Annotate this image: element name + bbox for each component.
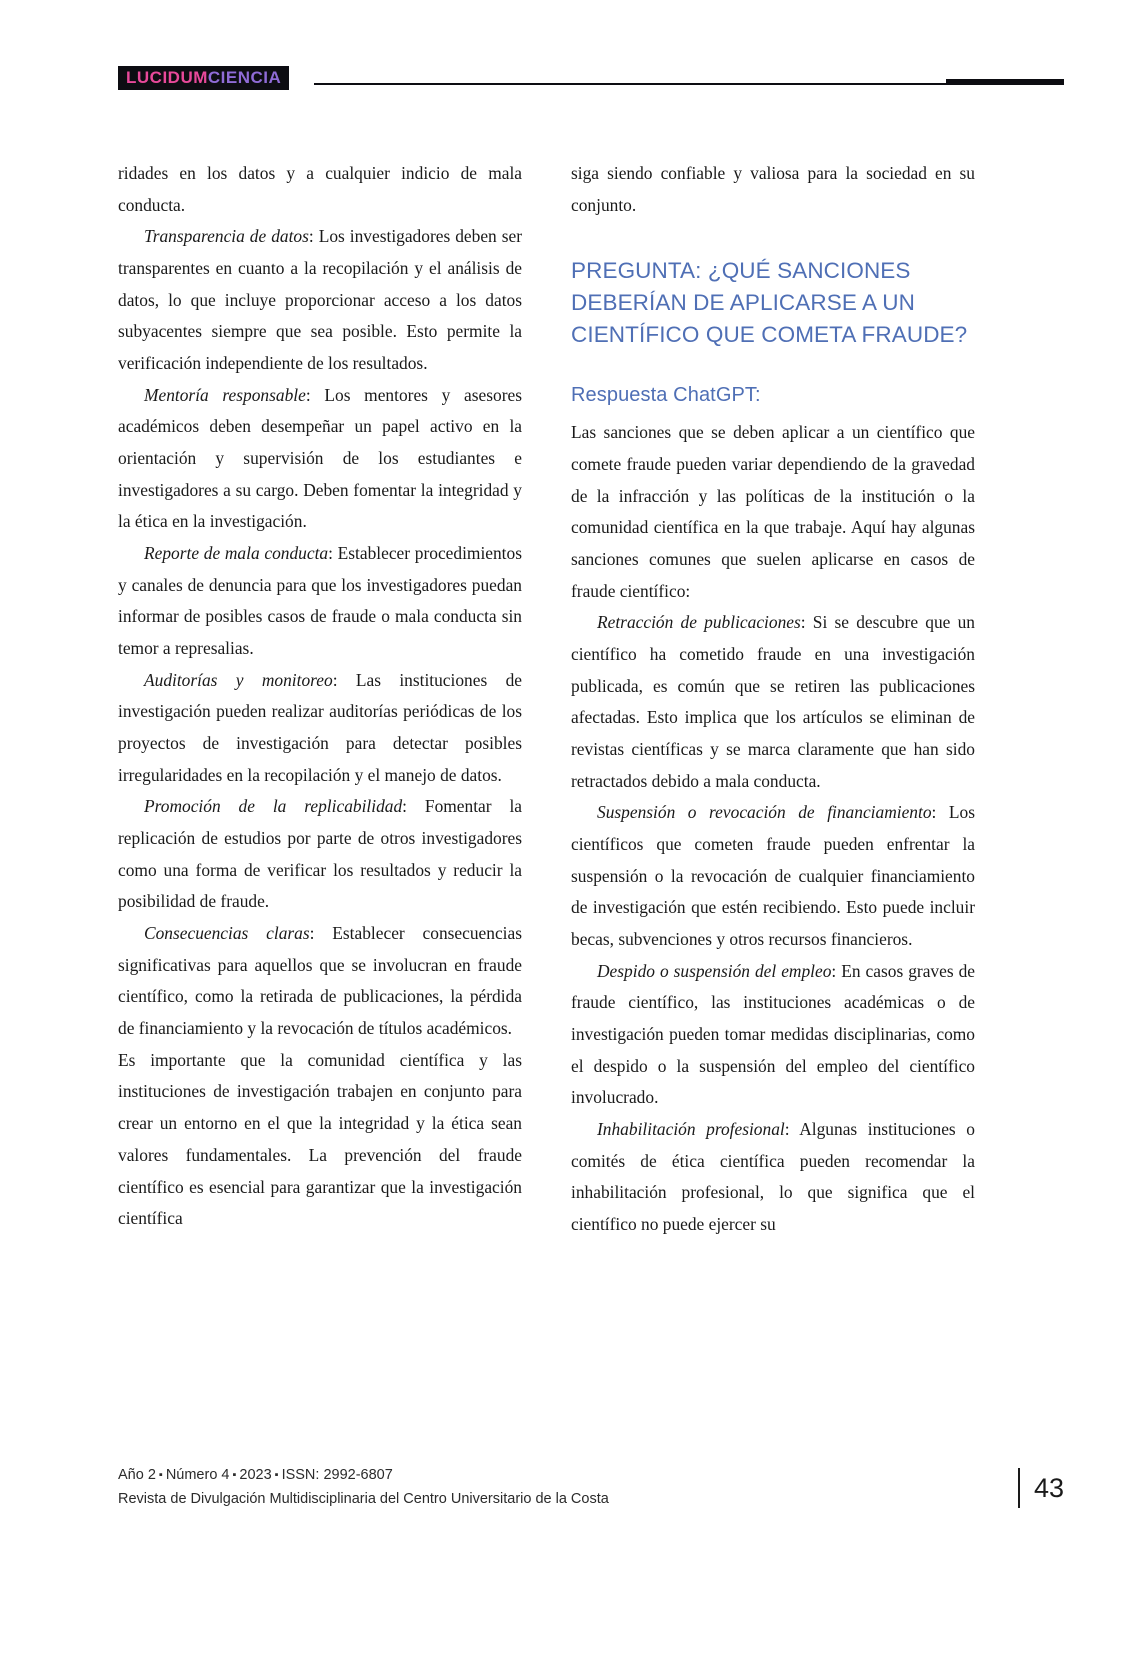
- paragraph-mentoria: [118, 380, 522, 538]
- term-suspension-revocacion-financiamiento: Suspensión o revocación de financiamiento: [597, 802, 932, 823]
- paragraph-inhabilitacion: [571, 1114, 975, 1241]
- masthead-ciencia: CIENCIA: [207, 68, 282, 87]
- paragraph-auditorias-text: : Las instituciones de investigación pueden realizar auditorías periódicas de los proyectos de investigación para detectar posibles irregularidades en la recopilación y el manejo de datos.: [118, 669, 522, 785]
- paragraph-continuation-right: siga siendo confiable y valiosa para la sociedad en su conjunto.: [571, 163, 975, 215]
- left-column: [118, 158, 522, 1235]
- term-transparencia-de-datos: Transparencia de datos: [144, 226, 309, 247]
- answer-heading: Respuesta ChatGPT:: [571, 384, 761, 407]
- paragraph-consecuencias-text: : Establecer consecuencias significativas para aquellos que se involucran en fraude científico, como la retirada de publicaciones, la pérdida de financiamiento y la revocación de títulos académicos.: [118, 923, 522, 1039]
- paragraph-transparencia: [118, 221, 522, 379]
- paragraph-replicabilidad-text: : Fomentar la replicación de estudios por parte de otros investigadores como una forma de verificar los resultados y reducir la posibilidad de fraude.: [118, 796, 522, 912]
- term-auditorias-monitoreo: Auditorías y monitoreo: [144, 669, 333, 690]
- paragraph-despido: [571, 956, 975, 1114]
- footer-issue: Número 4: [165, 1467, 230, 1483]
- paragraph-auditorias: [118, 665, 522, 792]
- footer-line-2: Revista de Divulgación Multidisciplinaria del Centro Universitario de la Costa: [118, 1490, 609, 1507]
- term-mentoria-responsable: Mentoría responsable: [144, 384, 306, 405]
- masthead-logo: [118, 66, 289, 90]
- page-header: [118, 66, 1064, 92]
- paragraph-consecuencias: [118, 918, 522, 1045]
- term-reporte-mala-conducta: Reporte de mala conducta: [144, 543, 329, 564]
- header-rule-thick: [946, 79, 1064, 84]
- paragraph-transparencia-text: : Los investigadores deben ser transparentes en cuanto a la recopilación y el análisis de datos, lo que incluye proporcionar acceso a los datos subyacentes siempre que sea posible. Esto permite la verificación independiente de los resultados.: [118, 226, 522, 374]
- term-promocion-replicabilidad: Promoción de la replicabilidad: [144, 796, 403, 817]
- footer-text: [118, 1464, 609, 1512]
- paragraph-reporte-text: : Establecer procedimientos y canales de denuncia para que los investigadores puedan informar de posibles casos de fraude o mala conducta sin temor a represalias.: [118, 543, 522, 659]
- paragraph-inhabilitacion-text: : Algunas instituciones o comités de ética científica pueden recomendar la inhabilitación profesional, lo que significa que el científico no puede ejercer su: [571, 1118, 975, 1234]
- page-number-divider: [1018, 1468, 1020, 1508]
- bullet-square-icon-3: ▪: [274, 1469, 279, 1482]
- page-number: 43: [1033, 1472, 1064, 1503]
- paragraph-retraccion-text: : Si se descubre que un científico ha cometido fraude en una investigación publicada, es común que se retiren las publicaciones afectadas. Esto implica que los artículos se eliminan de revistas científicas y se marca claramente que han sido retractados debido a mala conducta.: [571, 612, 975, 791]
- paragraph-mentoria-text: : Los mentores y asesores académicos deben desempeñar un papel activo en la orientación y supervisión de los estudiantes e investigadores a su cargo. Deben fomentar la integridad y la ética en la investigación.: [118, 384, 522, 532]
- right-column: [571, 158, 975, 1241]
- footer-line-1: [118, 1464, 609, 1488]
- term-consecuencias-claras: Consecuencias claras: [144, 923, 310, 944]
- question-heading: PREGUNTA: ¿QUÉ SANCIONES DEBERÍAN DE APLICARSE A UN CIENTÍFICO QUE COMETA FRAUDE?: [571, 258, 968, 348]
- paragraph-answer-intro: Las sanciones que se deben aplicar a un científico que comete fraude pueden variar dependiendo de la gravedad de la infracción y las políticas de la institución o la comunidad científica en la que trabaje. Aquí hay algunas sanciones comunes que suelen aplicarse en casos de fraude científico:: [571, 422, 975, 601]
- paragraph-suspension-financiamiento: [571, 797, 975, 955]
- paragraph-cierre: Es importante que la comunidad científica y las instituciones de investigación trabajen en conjunto para crear un entorno en el que la integridad y la ética sean valores fundamentales. La prevención del fraude científico es esencial para garantizar que la investigación científica: [118, 1049, 522, 1229]
- paragraph-replicabilidad: [118, 791, 522, 918]
- paragraph-continuation: ridades en los datos y a cualquier indicio de mala conducta.: [118, 163, 522, 215]
- term-inhabilitacion-profesional: Inhabilitación profesional: [597, 1118, 785, 1139]
- term-despido-suspension-empleo: Despido o suspensión del empleo: [597, 960, 832, 981]
- masthead-lucidum: LUCIDUM: [126, 68, 208, 87]
- footer-date: 2023: [239, 1467, 272, 1483]
- bullet-square-icon: ▪: [158, 1469, 163, 1482]
- page-number-group: [1018, 1468, 1064, 1508]
- footer-year: Año 2: [118, 1467, 156, 1483]
- footer-issn: ISSN: 2992-6807: [281, 1467, 393, 1483]
- paragraph-retraccion: [571, 607, 975, 797]
- paragraph-reporte: [118, 538, 522, 665]
- bullet-square-icon-2: ▪: [232, 1469, 237, 1482]
- term-retraccion-publicaciones: Retracción de publicaciones: [597, 612, 801, 633]
- page-footer: [118, 1464, 1064, 1524]
- paragraph-despido-text: : En casos graves de fraude científico, las instituciones académicas o de investigación pueden tomar medidas disciplinarias, como el despido o la suspensión del empleo del científico involucrado.: [571, 960, 975, 1108]
- paragraph-suspension-financiamiento-text: : Los científicos que cometen fraude pueden enfrentar la suspensión o la revocación de cualquier financiamiento de investigación que estén recibiendo. Esto puede incluir becas, subvenciones y otros recursos financieros.: [571, 802, 976, 949]
